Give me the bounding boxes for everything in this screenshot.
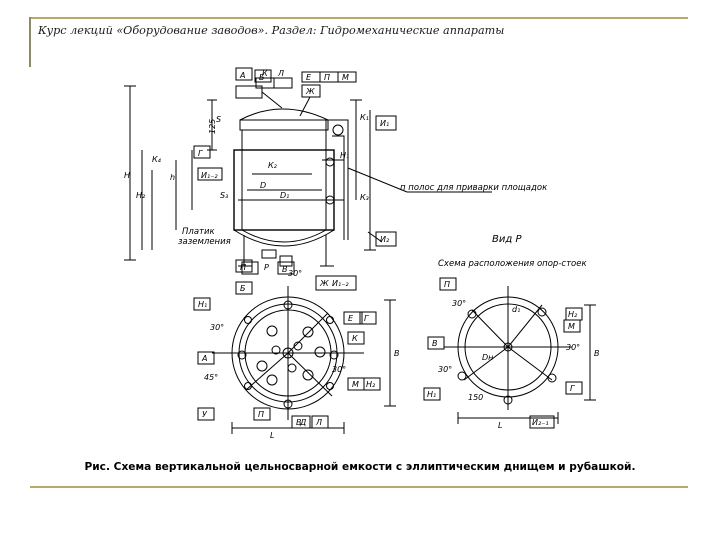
left-rule <box>29 17 31 67</box>
nozzle-K1: К₁ <box>360 113 369 122</box>
angle-30-a: 30° <box>288 269 303 278</box>
plan-P: П <box>258 410 265 419</box>
angle-30-d: 30° <box>452 299 467 308</box>
nozzle-K: К <box>262 69 268 78</box>
nozzle-P2: Р <box>264 263 269 272</box>
plan-U: У <box>202 410 207 419</box>
figure-caption: Рис. Схема вертикальной цельносварной емкости с эллиптическим днищем и рубашкой. <box>84 461 636 473</box>
nozzle-K4: К₄ <box>152 155 161 164</box>
plan-E: Е <box>348 314 354 323</box>
angle-30-b: 30° <box>210 323 225 332</box>
angle-30-e: 30° <box>438 365 453 374</box>
angle-30-c: 30° <box>332 365 347 374</box>
nozzle-Zh: Ж <box>306 87 315 96</box>
nozzle-K2: К₂ <box>268 161 277 170</box>
bottom-rule <box>30 486 688 488</box>
plan-G: Г <box>364 314 369 323</box>
label-view-p: Вид Р <box>492 234 522 245</box>
plan-V: В <box>296 418 302 427</box>
nozzle-P: П <box>324 73 331 82</box>
nozzle-L: Л <box>278 69 285 78</box>
dim-L: L <box>270 431 275 440</box>
nozzle-I1: И₁ <box>380 119 390 128</box>
nozzle-S: S <box>216 115 222 124</box>
plan-D: Д <box>300 418 307 427</box>
view-N2: Н₂ <box>568 310 578 319</box>
view-V: В <box>432 339 438 348</box>
plan-B: Б <box>240 284 246 293</box>
view-G: Г <box>570 384 575 393</box>
nozzle-E: Е <box>306 73 312 82</box>
dim-H: Н <box>124 171 131 180</box>
nozzle-V: В <box>282 265 288 274</box>
dim-B-right: В <box>594 349 600 358</box>
plan-N1: Н₁ <box>198 300 208 309</box>
dim-L-right: L <box>498 421 503 430</box>
dim-H1: Н₁ <box>340 151 350 160</box>
plan-I12: И₁₋₂ <box>332 279 349 288</box>
plan-N2: Н₂ <box>366 380 376 389</box>
view-P: П <box>444 280 451 289</box>
plan-L: Л <box>316 418 323 427</box>
header-title: Курс лекций «Оборудование заводов». Раздел: Гидромеханические аппараты <box>38 24 505 37</box>
angle-30-f: 30° <box>566 343 581 352</box>
nozzle-G: Г <box>198 149 203 158</box>
nozzle-M: М <box>342 73 349 82</box>
plan-M: М <box>352 380 359 389</box>
view-M: М <box>568 322 575 331</box>
dim-d1: d₁ <box>512 305 521 314</box>
nozzle-P-bottom: П <box>240 263 247 272</box>
angle-45: 45° <box>204 373 219 382</box>
dim-B: В <box>394 349 400 358</box>
nozzle-K3: К₃ <box>360 193 369 202</box>
view-I21: И₂₋₁ <box>532 418 549 427</box>
dim-125: 125 <box>208 118 217 134</box>
dim-150: 150 <box>468 393 484 402</box>
top-rule <box>30 17 688 19</box>
label-platform-note: п полос для приварки площадок <box>400 183 548 193</box>
nozzle-I12: И₁₋₂ <box>201 171 218 180</box>
dim-H2: Н₂ <box>136 191 146 200</box>
plan-Zh: Ж <box>320 279 329 288</box>
plan-A: А <box>202 354 208 363</box>
label-legs-scheme: Схема расположения опор-стоек <box>438 259 587 269</box>
dim-D: D <box>260 181 267 190</box>
dim-Dn: Dн <box>482 353 494 362</box>
label-ground-plate-1: Платик <box>182 227 215 237</box>
technical-drawing <box>112 50 622 442</box>
plan-K: К <box>352 334 358 343</box>
view-N1: Н₁ <box>427 390 437 399</box>
dim-h: h <box>170 173 176 182</box>
nozzle-I2: И₂ <box>380 235 390 244</box>
nozzle-S3: S₃ <box>220 191 229 200</box>
nozzle-B: Б <box>259 73 265 82</box>
dim-D1: D₁ <box>280 191 290 200</box>
nozzle-A: А <box>240 71 246 80</box>
label-ground-plate-2: заземления <box>178 237 231 247</box>
